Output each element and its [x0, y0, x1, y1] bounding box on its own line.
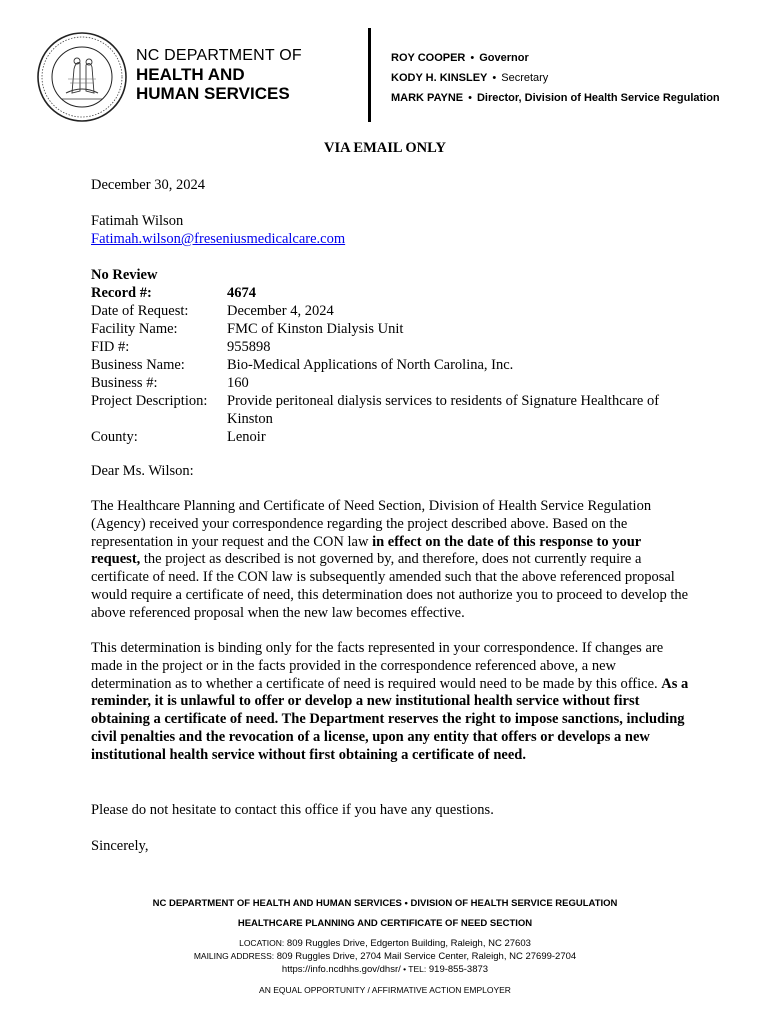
- field-value-continued: Kinston: [227, 411, 273, 427]
- recipient-name: Fatimah Wilson: [91, 213, 184, 229]
- officials-list: [391, 50, 720, 110]
- official-row: [391, 50, 720, 70]
- sign-off: Sincerely,: [91, 838, 149, 854]
- department-line-2: HEALTH AND: [136, 65, 245, 84]
- field-label: Record #:: [91, 285, 152, 301]
- footer-contact: [0, 964, 770, 975]
- review-type: No Review: [91, 267, 158, 283]
- field-label: Business #:: [91, 375, 158, 391]
- paragraph-1: [91, 498, 691, 623]
- official-title: Director, Division of Health Service Regulation: [476, 92, 720, 104]
- field-value: Lenoir: [227, 429, 266, 445]
- field-label: Date of Request:: [91, 303, 189, 319]
- footer-location-text: 809 Ruggles Drive, Edgerton Building, Raleigh, NC 27603: [284, 938, 531, 949]
- header-divider: [368, 28, 371, 122]
- salutation: Dear Ms. Wilson:: [91, 463, 194, 479]
- footer-location-label: LOCATION:: [239, 938, 285, 948]
- field-value: 160: [227, 375, 249, 391]
- paragraph-1-text-b: the project as described is not governed by, and therefore, does not currently require a certificate of need. If the CON law is subsequently amended such that the above referenced proposal would require a certificate of need, this determination does not authorize you to proceed to develop the above referenced proposal when the new law becomes effective.: [91, 551, 689, 621]
- closing-line: Please do not hesitate to contact this office if you have any questions.: [91, 802, 494, 818]
- footer-section: HEALTHCARE PLANNING AND CERTIFICATE OF NEED SECTION: [237, 918, 533, 929]
- paragraph-1-emphasis: in effect on the date of this response to your request,: [91, 533, 641, 568]
- footer-mailing-text: 809 Ruggles Drive, 2704 Mail Service Center, Raleigh, NC 27699-2704: [274, 951, 577, 962]
- state-seal-icon: [36, 31, 128, 123]
- department-line-1: NC DEPARTMENT OF: [136, 47, 302, 64]
- recipient-email-link[interactable]: Fatimah.wilson@freseniusmedicalcare.com: [91, 231, 346, 247]
- field-label: Project Description:: [91, 393, 208, 409]
- bullet-separator: •: [470, 52, 475, 64]
- department-line-3: HUMAN SERVICES: [136, 84, 290, 103]
- footer-department: NC DEPARTMENT OF HEALTH AND HUMAN SERVICES • DIVISION OF HEALTH SERVICE REGULATION: [152, 898, 618, 909]
- footer-location: [0, 938, 770, 949]
- field-value: Provide peritoneal dialysis services to residents of Signature Healthcare of: [227, 393, 660, 409]
- footer-tel: 919-855-3873: [426, 964, 489, 975]
- official-title: Secretary: [501, 72, 549, 84]
- footer-tel-label: • TEL:: [400, 964, 427, 974]
- field-value: FMC of Kinston Dialysis Unit: [227, 321, 404, 337]
- paragraph-2: [91, 640, 691, 765]
- department-name: [136, 46, 302, 103]
- official-row: [391, 70, 720, 90]
- footer-eeo: AN EQUAL OPPORTUNITY / AFFIRMATIVE ACTION EMPLOYER: [259, 985, 511, 995]
- letter-date: December 30, 2024: [91, 177, 205, 193]
- official-title: Governor: [479, 52, 529, 64]
- footer-mailing-label: MAILING ADDRESS:: [193, 951, 275, 961]
- official-name: KODY H. KINSLEY: [391, 72, 488, 84]
- field-label: Business Name:: [91, 357, 185, 373]
- field-label: FID #:: [91, 339, 130, 355]
- bullet-separator: •: [492, 72, 497, 84]
- field-value: Bio-Medical Applications of North Carolina, Inc.: [227, 357, 514, 373]
- footer-mailing: [0, 951, 770, 962]
- bullet-separator: •: [468, 92, 472, 104]
- official-name: ROY COOPER: [391, 52, 466, 64]
- delivery-method: VIA EMAIL ONLY: [324, 140, 446, 156]
- paragraph-1-text-a: The Healthcare Planning and Certificate of Need Section, Division of Health Service Regulation (Agency) received your correspondence regarding the project described above. Based on the representation in your request and the CON law: [91, 498, 652, 550]
- footer-website[interactable]: https://info.ncdhhs.gov/dhsr/: [281, 964, 401, 975]
- paragraph-2-reminder: As a reminder, it is unlawful to offer or develop a new institutional health service without first obtaining a certificate of need. The Department reserves the right to impose sanctions, including civil penalties and the revocation of a license, upon any entity that offers or develops a new institutional health service without first obtaining a certificate of need.: [91, 675, 689, 763]
- paragraph-2-text: This determination is binding only for the facts represented in your correspondence. If changes are made in the project or in the facts provided in the correspondence referenced above, a new determination as to whether a certificate of need is required would need to be made by this office.: [91, 640, 664, 692]
- official-row: [391, 90, 720, 110]
- official-name: MARK PAYNE: [391, 92, 464, 104]
- field-value: 4674: [227, 285, 256, 301]
- field-label: County:: [91, 429, 138, 445]
- field-value: December 4, 2024: [227, 303, 334, 319]
- field-value: 955898: [227, 339, 271, 355]
- field-label: Facility Name:: [91, 321, 178, 337]
